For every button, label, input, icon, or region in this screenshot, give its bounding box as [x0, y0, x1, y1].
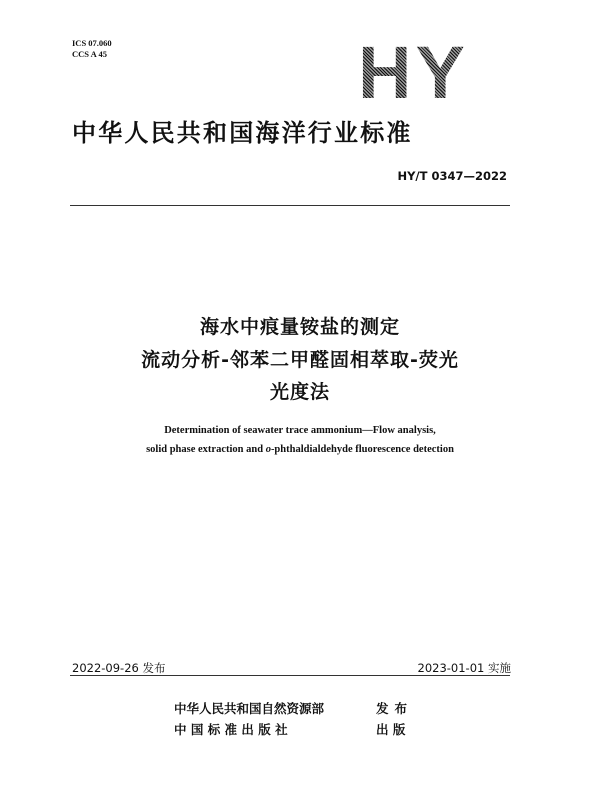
classification-codes: [72, 38, 112, 60]
title-cn-line-1: 海水中痕量铵盐的测定: [199, 316, 400, 338]
implementation-date: 2023-01-01 实施: [417, 661, 511, 675]
title-en-line-2-italic: o: [265, 444, 271, 455]
title-en-line-1: Determination of seawater trace ammonium—Flow analysis,: [164, 425, 436, 436]
title-en-line-2-part-2: -phthaldialdehyde fluorescence detection: [270, 444, 454, 455]
ccs-code: CCS A 45: [72, 49, 107, 59]
publish-date: 2022-09-26 发布: [72, 661, 166, 675]
bottom-divider: [70, 675, 510, 676]
title-en-line-2: [0, 444, 600, 455]
publisher-organization: 中 国 标 准 出 版 社: [174, 722, 288, 737]
standard-number: HY/T 0347—2022: [397, 169, 507, 183]
hy-logo: HY: [358, 31, 469, 114]
title-cn-line-2: 流动分析-邻苯二甲醛固相萃取-荧光: [141, 349, 459, 371]
ics-code: ICS 07.060: [72, 38, 112, 48]
title-en-line-2-part-1: solid phase extraction and: [146, 444, 266, 455]
standard-category-title: 中华人民共和国海洋行业标准: [72, 119, 413, 147]
issuer-action: 发布: [376, 701, 414, 716]
top-divider: [70, 205, 510, 206]
publisher-action: 出 版: [376, 722, 406, 737]
issuer-organization: 中华人民共和国自然资源部: [174, 701, 325, 716]
title-cn-line-3: 光度法: [269, 381, 330, 403]
